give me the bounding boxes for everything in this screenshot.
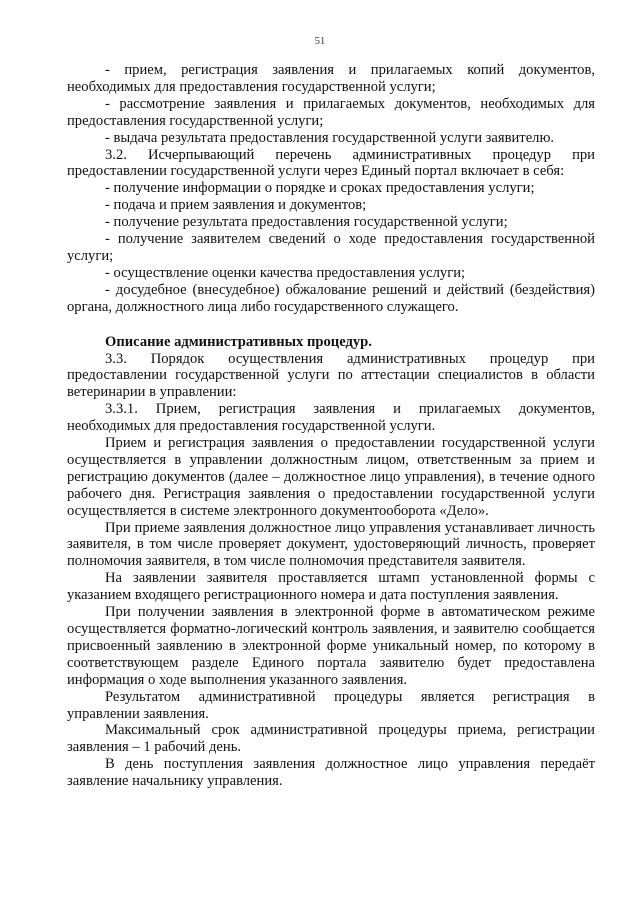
document-body (67, 62, 595, 790)
paragraph: - получение результата предоставления государственной услуги; (105, 214, 508, 231)
paragraph: При получении заявления в электронной форме в автоматическом режиме осуществляется форматно-логический контроль заявления, и заявителю сообщается присвоенный заявлению в электронной форме уникальный номер, по которому в соответствующем разделе Единого портала заявителю будет предоставлена информация о ходе выполнения указанного заявления. (67, 604, 595, 688)
section-heading: Описание административных процедур. (105, 333, 372, 350)
paragraph: - рассмотрение заявления и прилагаемых документов, необходимых для предоставления государственной услуги; (67, 95, 595, 129)
paragraph: Максимальный срок административной процедуры приема, регистрации заявления – 1 рабочий день. (67, 722, 595, 756)
paragraph: - осуществление оценки качества предоставления услуги; (105, 264, 466, 281)
paragraph: - досудебное (внесудебное) обжалование решений и действий (бездействия) органа, должностного лица либо государственного служащего. (67, 281, 595, 315)
page-number: 51 (314, 36, 326, 47)
paragraph: - получение заявителем сведений о ходе предоставления государственной услуги; (67, 231, 595, 264)
paragraph: При приеме заявления должностное лицо управления устанавливает личность заявителя, в том числе проверяет документ, удостоверяющий личность, проверяет полномочия заявителя, в том числе полномочия представителя заявителя. (67, 519, 595, 570)
paragraph: В день поступления заявления должностное лицо управления передаёт заявление начальнику управления. (67, 756, 595, 790)
paragraph: Результатом административной процедуры является регистрация в управлении заявления. (67, 688, 595, 722)
paragraph: 3.2. Исчерпывающий перечень административных процедур при предоставлении государственной услуги через Единый портал включает в себя: (67, 146, 595, 180)
paragraph: - выдача результата предоставления государственной услуги заявителю. (105, 129, 554, 146)
paragraph: 3.3. Порядок осуществления административных процедур при предоставлении государственной услуги по аттестации специалистов в области ветеринарии в управлении: (67, 350, 595, 401)
paragraph: - подача и прием заявления и документов; (105, 197, 367, 214)
paragraph: Прием и регистрация заявления о предоставлении государственной услуги осуществляется в управлении должностным лицом, ответственным за прием и регистрацию документов (далее – должностное лицо управления), в течение одного рабочего дня. Регистрация заявления о предоставлении государственной услуги осуществляется в системе электронного документооборота «Дело». (67, 435, 595, 519)
paragraph: 3.3.1. Прием, регистрация заявления и прилагаемых документов, необходимых для предоставления государственной услуги. (67, 401, 595, 435)
paragraph: - получение информации о порядке и сроках предоставления услуги; (105, 180, 535, 197)
paragraph: На заявлении заявителя проставляется штамп установленной формы с указанием входящего регистрационного номера и дата поступления заявления. (67, 570, 595, 604)
paragraph: - прием, регистрация заявления и прилагаемых копий документов, необходимых для предоставления государственной услуги; (67, 62, 595, 95)
